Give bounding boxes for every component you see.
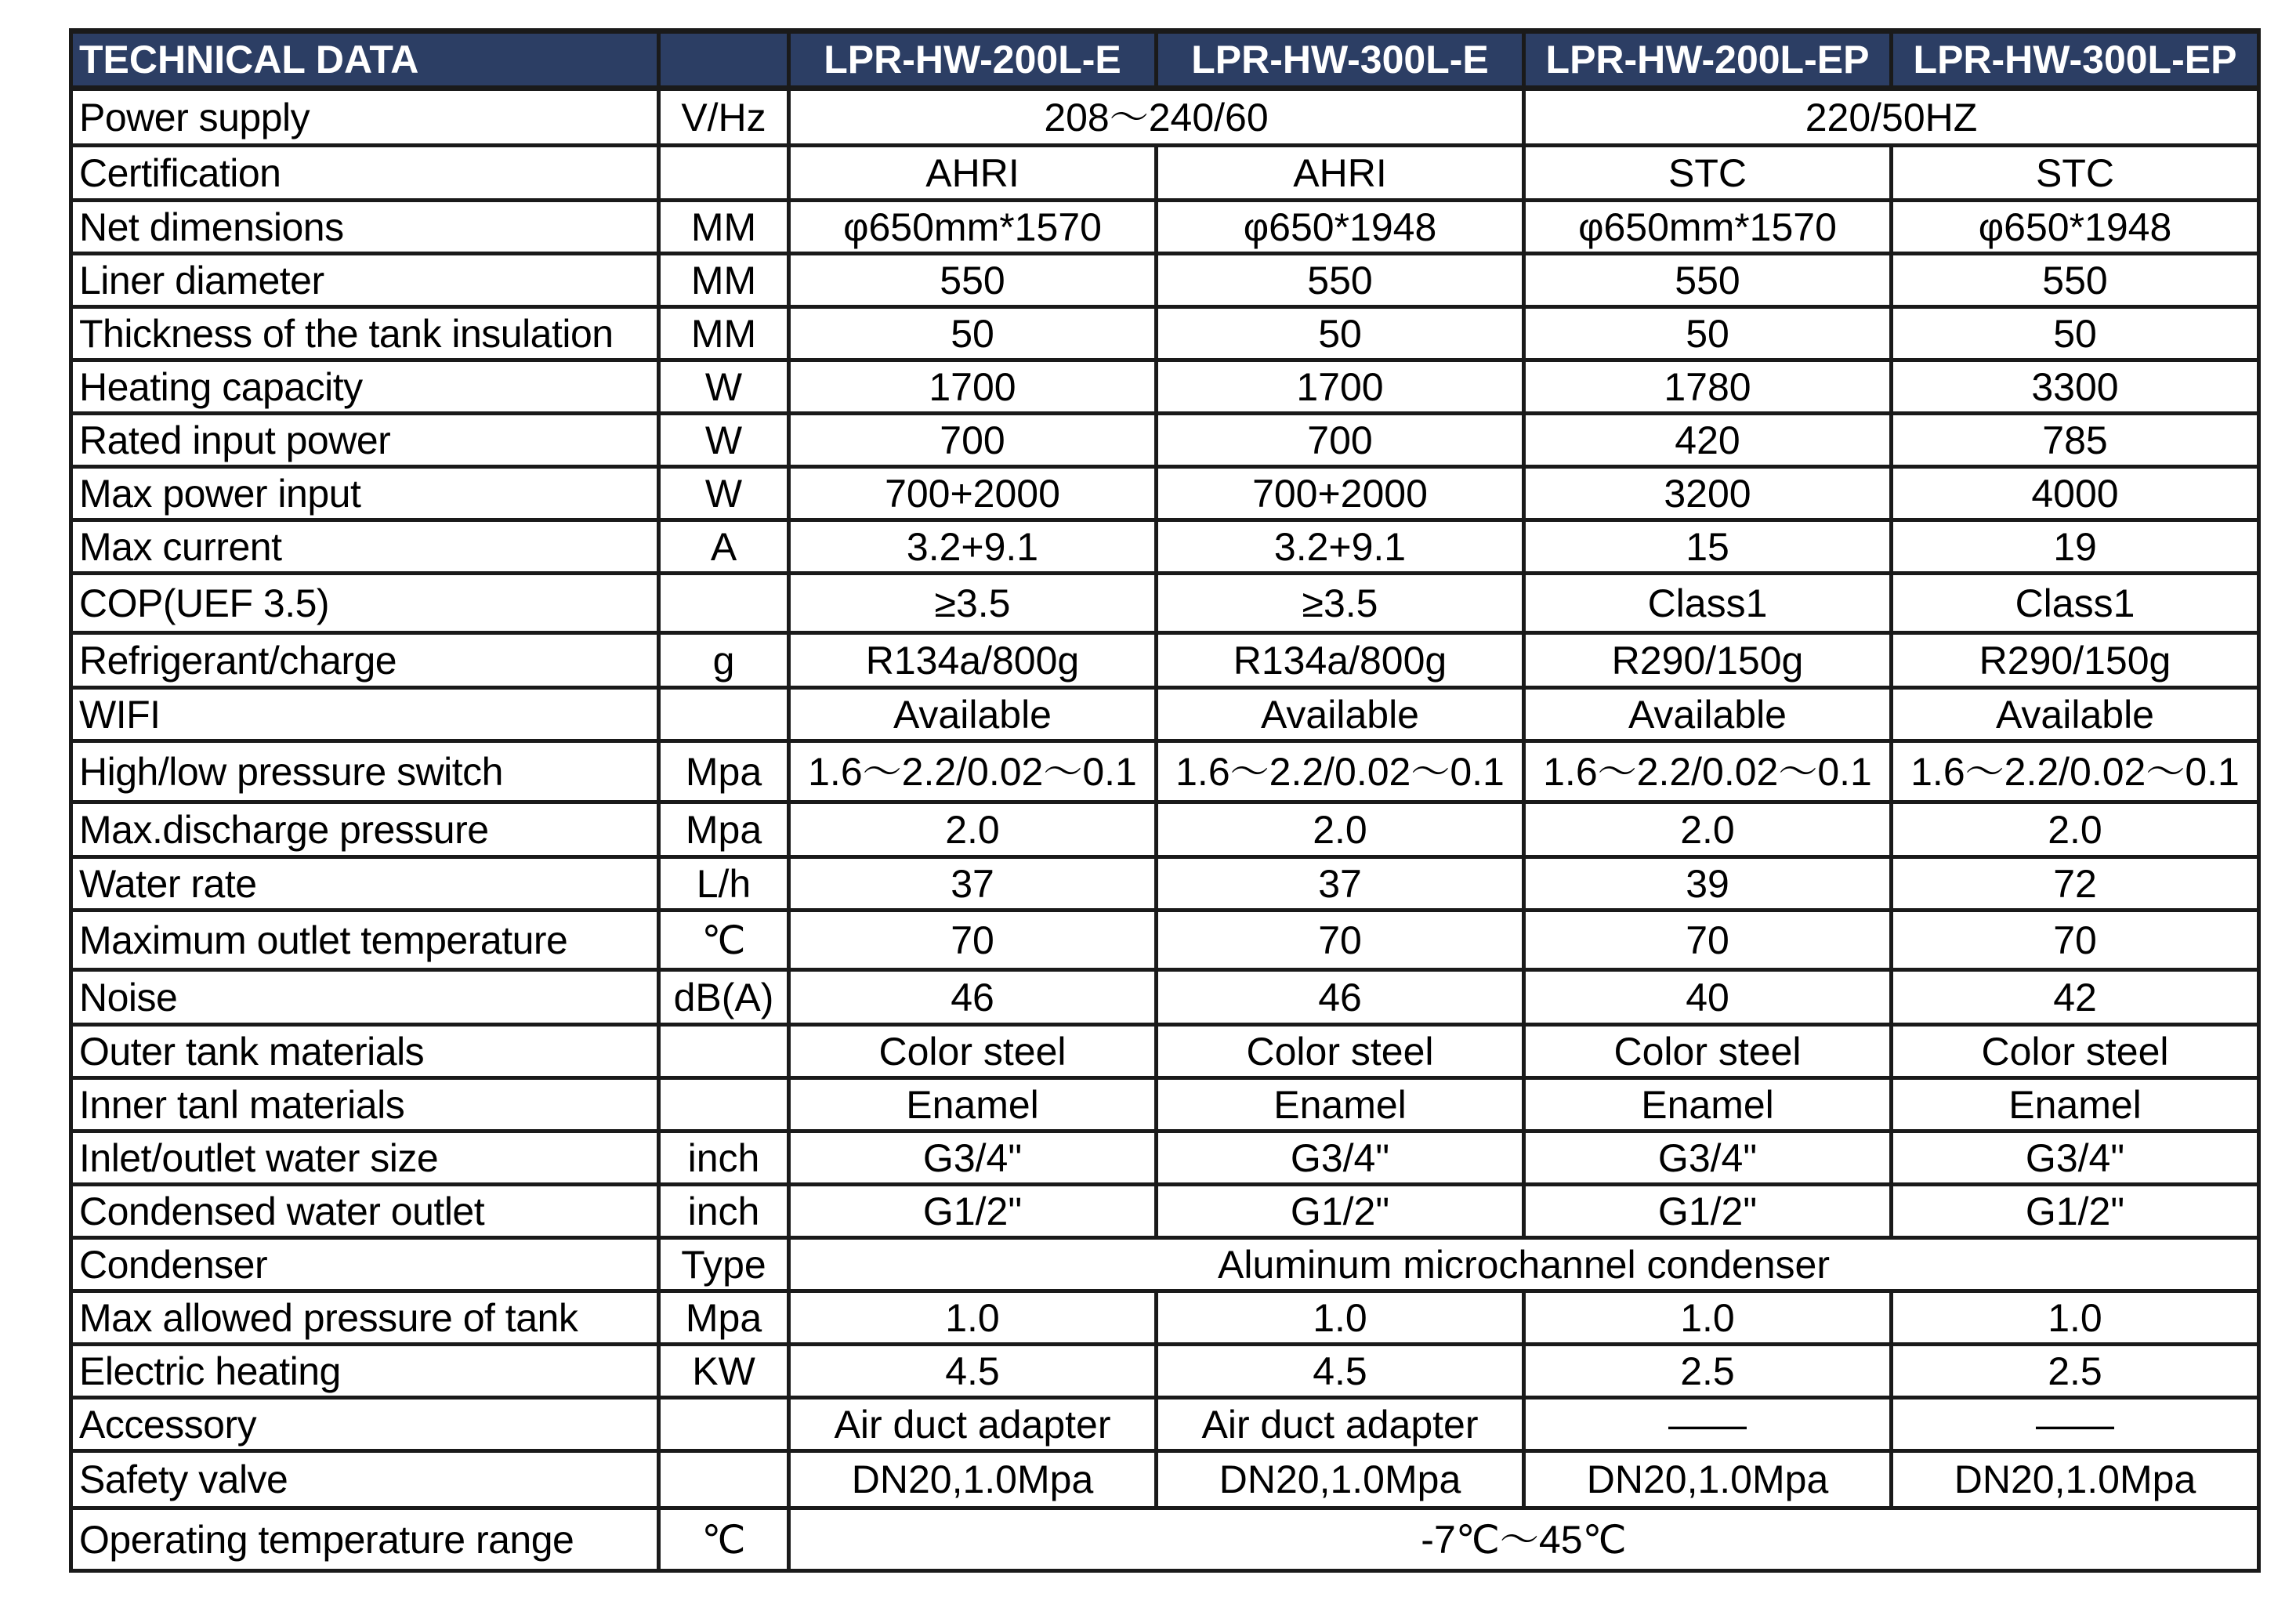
spec-unit: V/Hz (659, 89, 789, 146)
spec-value: G3/4" (1524, 1132, 1892, 1185)
spec-value: 39 (1524, 857, 1892, 911)
spec-value: ≥3.5 (1157, 574, 1524, 633)
spec-value: G1/2" (789, 1185, 1157, 1238)
spec-unit: inch (659, 1185, 789, 1238)
spec-unit: MM (659, 201, 789, 254)
spec-label: Max.discharge pressure (71, 802, 659, 857)
spec-value: G1/2" (1892, 1185, 2259, 1238)
spec-value: DN20,1.0Mpa (1524, 1451, 1892, 1508)
spec-label: Rated input power (71, 414, 659, 467)
spec-unit: ℃ (659, 911, 789, 970)
spec-value: 50 (1892, 307, 2259, 360)
spec-unit (659, 1451, 789, 1508)
spec-value: AHRI (789, 146, 1157, 201)
spec-label: Electric heating (71, 1345, 659, 1398)
spec-row (71, 633, 2259, 688)
spec-row (71, 1508, 2259, 1571)
spec-value: Enamel (1157, 1078, 1524, 1132)
spec-label: Maximum outlet temperature (71, 911, 659, 970)
spec-unit: MM (659, 307, 789, 360)
spec-unit: Mpa (659, 1291, 789, 1345)
spec-value: 700+2000 (789, 467, 1157, 520)
spec-value: G1/2" (1524, 1185, 1892, 1238)
spec-value: 550 (1892, 254, 2259, 307)
spec-row (71, 688, 2259, 741)
spec-value: DN20,1.0Mpa (1892, 1451, 2259, 1508)
spec-value: G3/4" (1157, 1132, 1524, 1185)
spec-label: Condensed water outlet (71, 1185, 659, 1238)
spec-unit (659, 688, 789, 741)
spec-label: Net dimensions (71, 201, 659, 254)
spec-value: 1.0 (1892, 1291, 2259, 1345)
spec-value: 50 (1157, 307, 1524, 360)
spec-label: Outer tank materials (71, 1025, 659, 1078)
spec-value: 700 (789, 414, 1157, 467)
header-row (71, 31, 2259, 89)
spec-value: 19 (1892, 520, 2259, 574)
spec-unit: L/h (659, 857, 789, 911)
spec-value: Class1 (1892, 574, 2259, 633)
spec-row (71, 414, 2259, 467)
spec-value: —— (1524, 1398, 1892, 1451)
spec-value: 1.0 (1524, 1291, 1892, 1345)
spec-value: AHRI (1157, 146, 1524, 201)
spec-value-merged: 220/50HZ (1524, 89, 2259, 146)
spec-value: —— (1892, 1398, 2259, 1451)
spec-value: 46 (1157, 970, 1524, 1025)
model-header: LPR-HW-300L-EP (1892, 31, 2259, 89)
spec-value: 2.0 (1524, 802, 1892, 857)
spec-value: Available (1892, 688, 2259, 741)
spec-value: 4.5 (789, 1345, 1157, 1398)
spec-label: Liner diameter (71, 254, 659, 307)
spec-value: G3/4" (1892, 1132, 2259, 1185)
spec-value: DN20,1.0Mpa (789, 1451, 1157, 1508)
spec-value: 1.0 (789, 1291, 1157, 1345)
spec-value: φ650mm*1570 (1524, 201, 1892, 254)
spec-value: Available (1524, 688, 1892, 741)
spec-value: DN20,1.0Mpa (1157, 1451, 1524, 1508)
spec-value: 1.6～2.2/0.02～0.1 (1157, 741, 1524, 802)
spec-label: Heating capacity (71, 360, 659, 414)
spec-row (71, 802, 2259, 857)
spec-label: Water rate (71, 857, 659, 911)
spec-unit: inch (659, 1132, 789, 1185)
spec-unit: Mpa (659, 741, 789, 802)
spec-value: 1780 (1524, 360, 1892, 414)
spec-value: G3/4" (789, 1132, 1157, 1185)
spec-value: STC (1892, 146, 2259, 201)
spec-row (71, 520, 2259, 574)
spec-value: 2.0 (1892, 802, 2259, 857)
spec-row (71, 970, 2259, 1025)
spec-row (71, 1078, 2259, 1132)
spec-value: Color steel (1892, 1025, 2259, 1078)
spec-value: ≥3.5 (789, 574, 1157, 633)
spec-value: 46 (789, 970, 1157, 1025)
spec-row (71, 911, 2259, 970)
spec-value: 550 (789, 254, 1157, 307)
spec-value: 70 (789, 911, 1157, 970)
spec-value: 2.5 (1892, 1345, 2259, 1398)
spec-value: Enamel (1524, 1078, 1892, 1132)
spec-value: 2.0 (789, 802, 1157, 857)
spec-value: 3200 (1524, 467, 1892, 520)
spec-value: Available (789, 688, 1157, 741)
spec-value: Color steel (1157, 1025, 1524, 1078)
spec-value: Available (1157, 688, 1524, 741)
spec-value: 4.5 (1157, 1345, 1524, 1398)
spec-row (71, 1345, 2259, 1398)
spec-row (71, 1132, 2259, 1185)
spec-label: Condenser (71, 1238, 659, 1291)
spec-label: Inlet/outlet water size (71, 1132, 659, 1185)
spec-value: 70 (1892, 911, 2259, 970)
spec-label: Max current (71, 520, 659, 574)
spec-value: 72 (1892, 857, 2259, 911)
spec-row (71, 741, 2259, 802)
spec-value: 1700 (1157, 360, 1524, 414)
spec-value: R134a/800g (1157, 633, 1524, 688)
spec-value: Enamel (789, 1078, 1157, 1132)
spec-row (71, 1025, 2259, 1078)
model-header: LPR-HW-200L-EP (1524, 31, 1892, 89)
spec-unit: MM (659, 254, 789, 307)
spec-value: 70 (1157, 911, 1524, 970)
spec-unit (659, 146, 789, 201)
spec-value: 70 (1524, 911, 1892, 970)
spec-row (71, 89, 2259, 146)
spec-value: 3300 (1892, 360, 2259, 414)
spec-value: 2.0 (1157, 802, 1524, 857)
spec-unit: Mpa (659, 802, 789, 857)
spec-value: 1.6～2.2/0.02～0.1 (1892, 741, 2259, 802)
spec-label: Power supply (71, 89, 659, 146)
spec-row (71, 574, 2259, 633)
spec-value: 15 (1524, 520, 1892, 574)
spec-row (71, 201, 2259, 254)
spec-unit (659, 1398, 789, 1451)
spec-unit (659, 1025, 789, 1078)
spec-unit (659, 1078, 789, 1132)
spec-value: 50 (789, 307, 1157, 360)
model-header: LPR-HW-200L-E (789, 31, 1157, 89)
spec-value: Enamel (1892, 1078, 2259, 1132)
spec-value: 1700 (789, 360, 1157, 414)
spec-value: 3.2+9.1 (1157, 520, 1524, 574)
spec-value: 37 (789, 857, 1157, 911)
spec-row (71, 467, 2259, 520)
spec-unit: A (659, 520, 789, 574)
spec-value: φ650*1948 (1892, 201, 2259, 254)
spec-value: φ650mm*1570 (789, 201, 1157, 254)
spec-row (71, 254, 2259, 307)
spec-value: 550 (1524, 254, 1892, 307)
spec-value: 1.6～2.2/0.02～0.1 (789, 741, 1157, 802)
spec-value: R290/150g (1524, 633, 1892, 688)
spec-label: Safety valve (71, 1451, 659, 1508)
spec-value: Color steel (789, 1025, 1157, 1078)
spec-row (71, 146, 2259, 201)
spec-value: φ650*1948 (1157, 201, 1524, 254)
spec-label: Noise (71, 970, 659, 1025)
spec-value: 4000 (1892, 467, 2259, 520)
spec-value: 2.5 (1524, 1345, 1892, 1398)
spec-label: Accessory (71, 1398, 659, 1451)
spec-value: 550 (1157, 254, 1524, 307)
spec-value-merged: Aluminum microchannel condenser (789, 1238, 2259, 1291)
spec-row (71, 1398, 2259, 1451)
spec-label: Operating temperature range (71, 1508, 659, 1571)
spec-value: R290/150g (1892, 633, 2259, 688)
model-header: LPR-HW-300L-E (1157, 31, 1524, 89)
spec-value: 700 (1157, 414, 1524, 467)
spec-value-merged: 208～240/60 (789, 89, 1524, 146)
spec-value: 420 (1524, 414, 1892, 467)
spec-label: Inner tanl materials (71, 1078, 659, 1132)
header-unit (659, 31, 789, 89)
spec-unit: W (659, 467, 789, 520)
spec-value-merged: -7℃～45℃ (789, 1508, 2259, 1571)
spec-value: R134a/800g (789, 633, 1157, 688)
spec-label: Thickness of the tank insulation (71, 307, 659, 360)
spec-label: Certification (71, 146, 659, 201)
spec-value: 37 (1157, 857, 1524, 911)
spec-row (71, 857, 2259, 911)
spec-value: Color steel (1524, 1025, 1892, 1078)
spec-value: Air duct adapter (1157, 1398, 1524, 1451)
spec-label: Refrigerant/charge (71, 633, 659, 688)
spec-unit: dB(A) (659, 970, 789, 1025)
spec-unit (659, 574, 789, 633)
spec-unit: g (659, 633, 789, 688)
spec-label: COP(UEF 3.5) (71, 574, 659, 633)
spec-unit: KW (659, 1345, 789, 1398)
spec-value: STC (1524, 146, 1892, 201)
spec-value: 50 (1524, 307, 1892, 360)
spec-value: 1.0 (1157, 1291, 1524, 1345)
spec-row (71, 1238, 2259, 1291)
spec-label: Max power input (71, 467, 659, 520)
spec-value: 42 (1892, 970, 2259, 1025)
spec-value: 3.2+9.1 (789, 520, 1157, 574)
spec-value: 1.6～2.2/0.02～0.1 (1524, 741, 1892, 802)
header-title: TECHNICAL DATA (71, 31, 659, 89)
spec-unit: W (659, 360, 789, 414)
spec-row (71, 360, 2259, 414)
spec-row (71, 307, 2259, 360)
spec-value: G1/2" (1157, 1185, 1524, 1238)
spec-value: Class1 (1524, 574, 1892, 633)
spec-row (71, 1291, 2259, 1345)
spec-row (71, 1451, 2259, 1508)
spec-label: WIFI (71, 688, 659, 741)
spec-row (71, 1185, 2259, 1238)
spec-unit: Type (659, 1238, 789, 1291)
spec-value: 40 (1524, 970, 1892, 1025)
spec-label: Max allowed pressure of tank (71, 1291, 659, 1345)
spec-value: Air duct adapter (789, 1398, 1157, 1451)
technical-data-table (69, 28, 2261, 1573)
spec-unit: W (659, 414, 789, 467)
spec-unit: ℃ (659, 1508, 789, 1571)
spec-value: 785 (1892, 414, 2259, 467)
spec-value: 700+2000 (1157, 467, 1524, 520)
spec-label: High/low pressure switch (71, 741, 659, 802)
